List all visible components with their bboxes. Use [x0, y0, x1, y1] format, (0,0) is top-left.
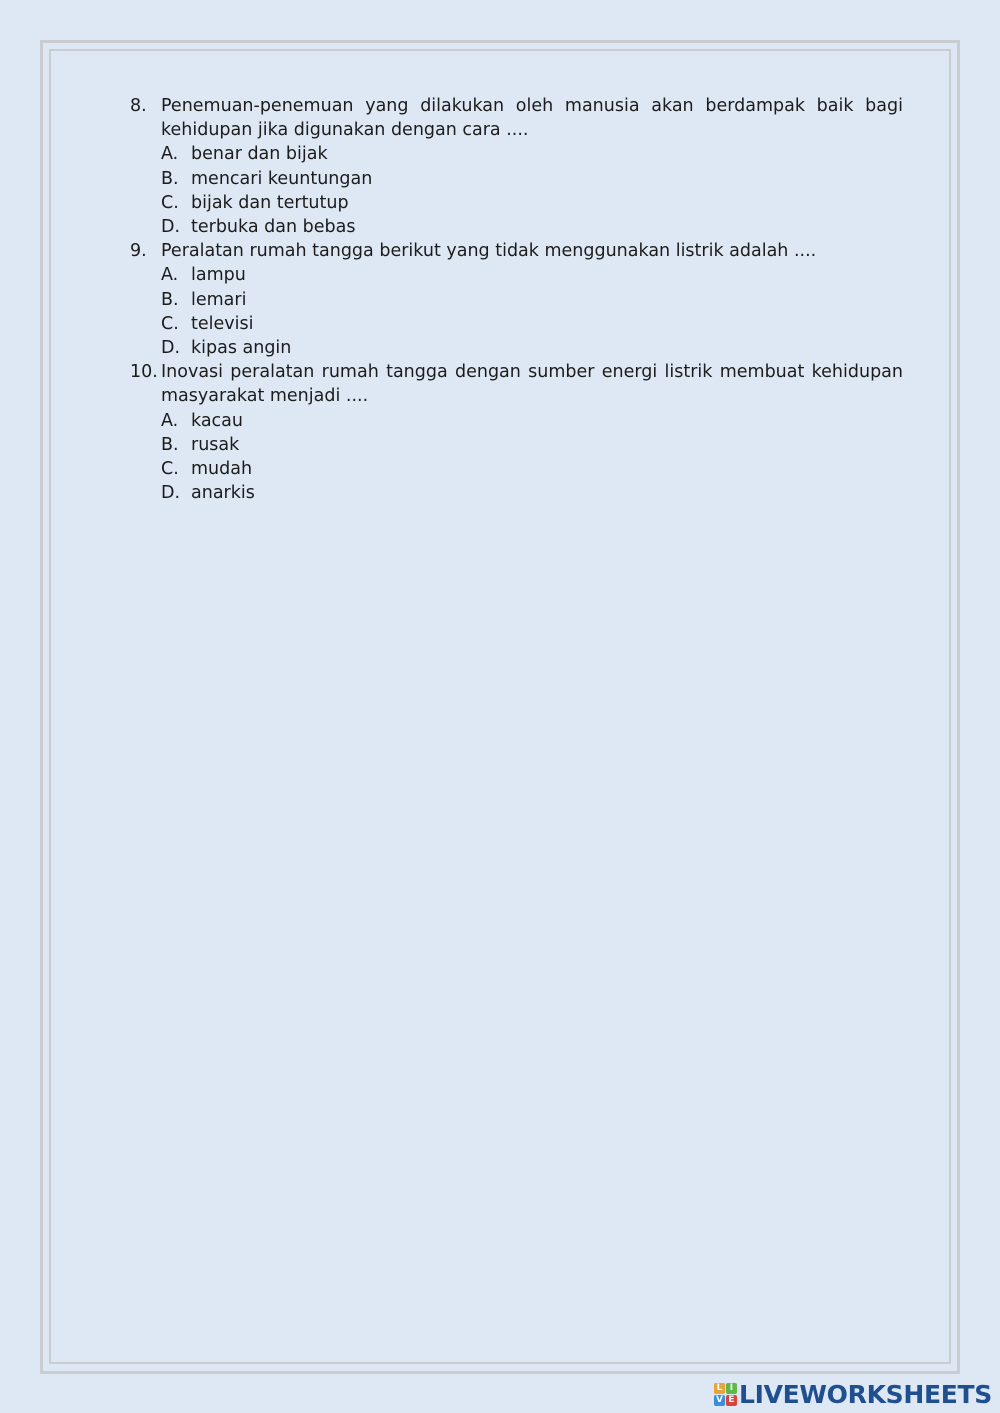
- answer-option[interactable]: [130, 191, 903, 215]
- answer-option[interactable]: [130, 433, 903, 457]
- option-list: [130, 409, 903, 506]
- question-text: Inovasi peralatan rumah tangga dengan sumber energi listrik membuat kehidupan masyarakat menjadi ....: [161, 362, 903, 407]
- option-letter: C.: [161, 313, 179, 334]
- answer-option[interactable]: [130, 457, 903, 481]
- question-number: 9.: [130, 241, 147, 262]
- logo-icon: [714, 1383, 737, 1406]
- option-text: anarkis: [191, 483, 255, 504]
- option-text: mudah: [191, 459, 253, 480]
- answer-option[interactable]: [130, 142, 903, 166]
- option-letter: B.: [161, 289, 179, 310]
- question: [130, 94, 903, 142]
- logo-cell: I: [726, 1383, 737, 1394]
- option-text: lemari: [191, 289, 247, 310]
- question-text: Peralatan rumah tangga berikut yang tidak menggunakan listrik adalah ....: [161, 241, 817, 262]
- worksheet-content: [130, 94, 903, 505]
- option-letter: A.: [161, 265, 179, 286]
- option-text: lampu: [191, 265, 246, 286]
- answer-option[interactable]: [130, 288, 903, 312]
- question-block: [130, 94, 903, 239]
- option-letter: B.: [161, 168, 179, 189]
- option-letter: A.: [161, 410, 179, 431]
- answer-option[interactable]: [130, 263, 903, 287]
- answer-option[interactable]: [130, 167, 903, 191]
- question-number: 10.: [130, 362, 158, 383]
- option-text: televisi: [191, 313, 254, 334]
- answer-option[interactable]: [130, 481, 903, 505]
- question: [130, 239, 903, 263]
- option-letter: C.: [161, 459, 179, 480]
- option-text: terbuka dan bebas: [191, 217, 356, 238]
- answer-option[interactable]: [130, 409, 903, 433]
- option-text: kipas angin: [191, 338, 292, 359]
- option-list: [130, 263, 903, 360]
- option-text: rusak: [191, 434, 240, 455]
- answer-option[interactable]: [130, 215, 903, 239]
- option-letter: D.: [161, 483, 181, 504]
- question-number: 8.: [130, 96, 147, 116]
- question-block: [130, 239, 903, 360]
- logo-cell: V: [714, 1395, 725, 1406]
- option-text: mencari keuntungan: [191, 168, 373, 189]
- option-text: bijak dan tertutup: [191, 192, 349, 213]
- liveworksheets-logo[interactable]: [714, 1380, 992, 1409]
- logo-text: LIVEWORKSHEETS: [738, 1380, 992, 1409]
- option-letter: B.: [161, 434, 179, 455]
- option-letter: C.: [161, 192, 179, 213]
- option-text: benar dan bijak: [191, 144, 328, 165]
- option-letter: D.: [161, 338, 181, 359]
- option-text: kacau: [191, 410, 243, 431]
- option-letter: A.: [161, 144, 179, 165]
- question-block: [130, 360, 903, 505]
- question: [130, 360, 903, 408]
- answer-option[interactable]: [130, 312, 903, 336]
- option-letter: D.: [161, 217, 181, 238]
- option-list: [130, 142, 903, 239]
- answer-option[interactable]: [130, 336, 903, 360]
- question-text: Penemuan-penemuan yang dilakukan oleh manusia akan berdampak baik bagi kehidupan jika digunakan dengan cara ....: [161, 96, 903, 141]
- logo-cell: E: [726, 1395, 737, 1406]
- logo-cell: L: [714, 1383, 725, 1394]
